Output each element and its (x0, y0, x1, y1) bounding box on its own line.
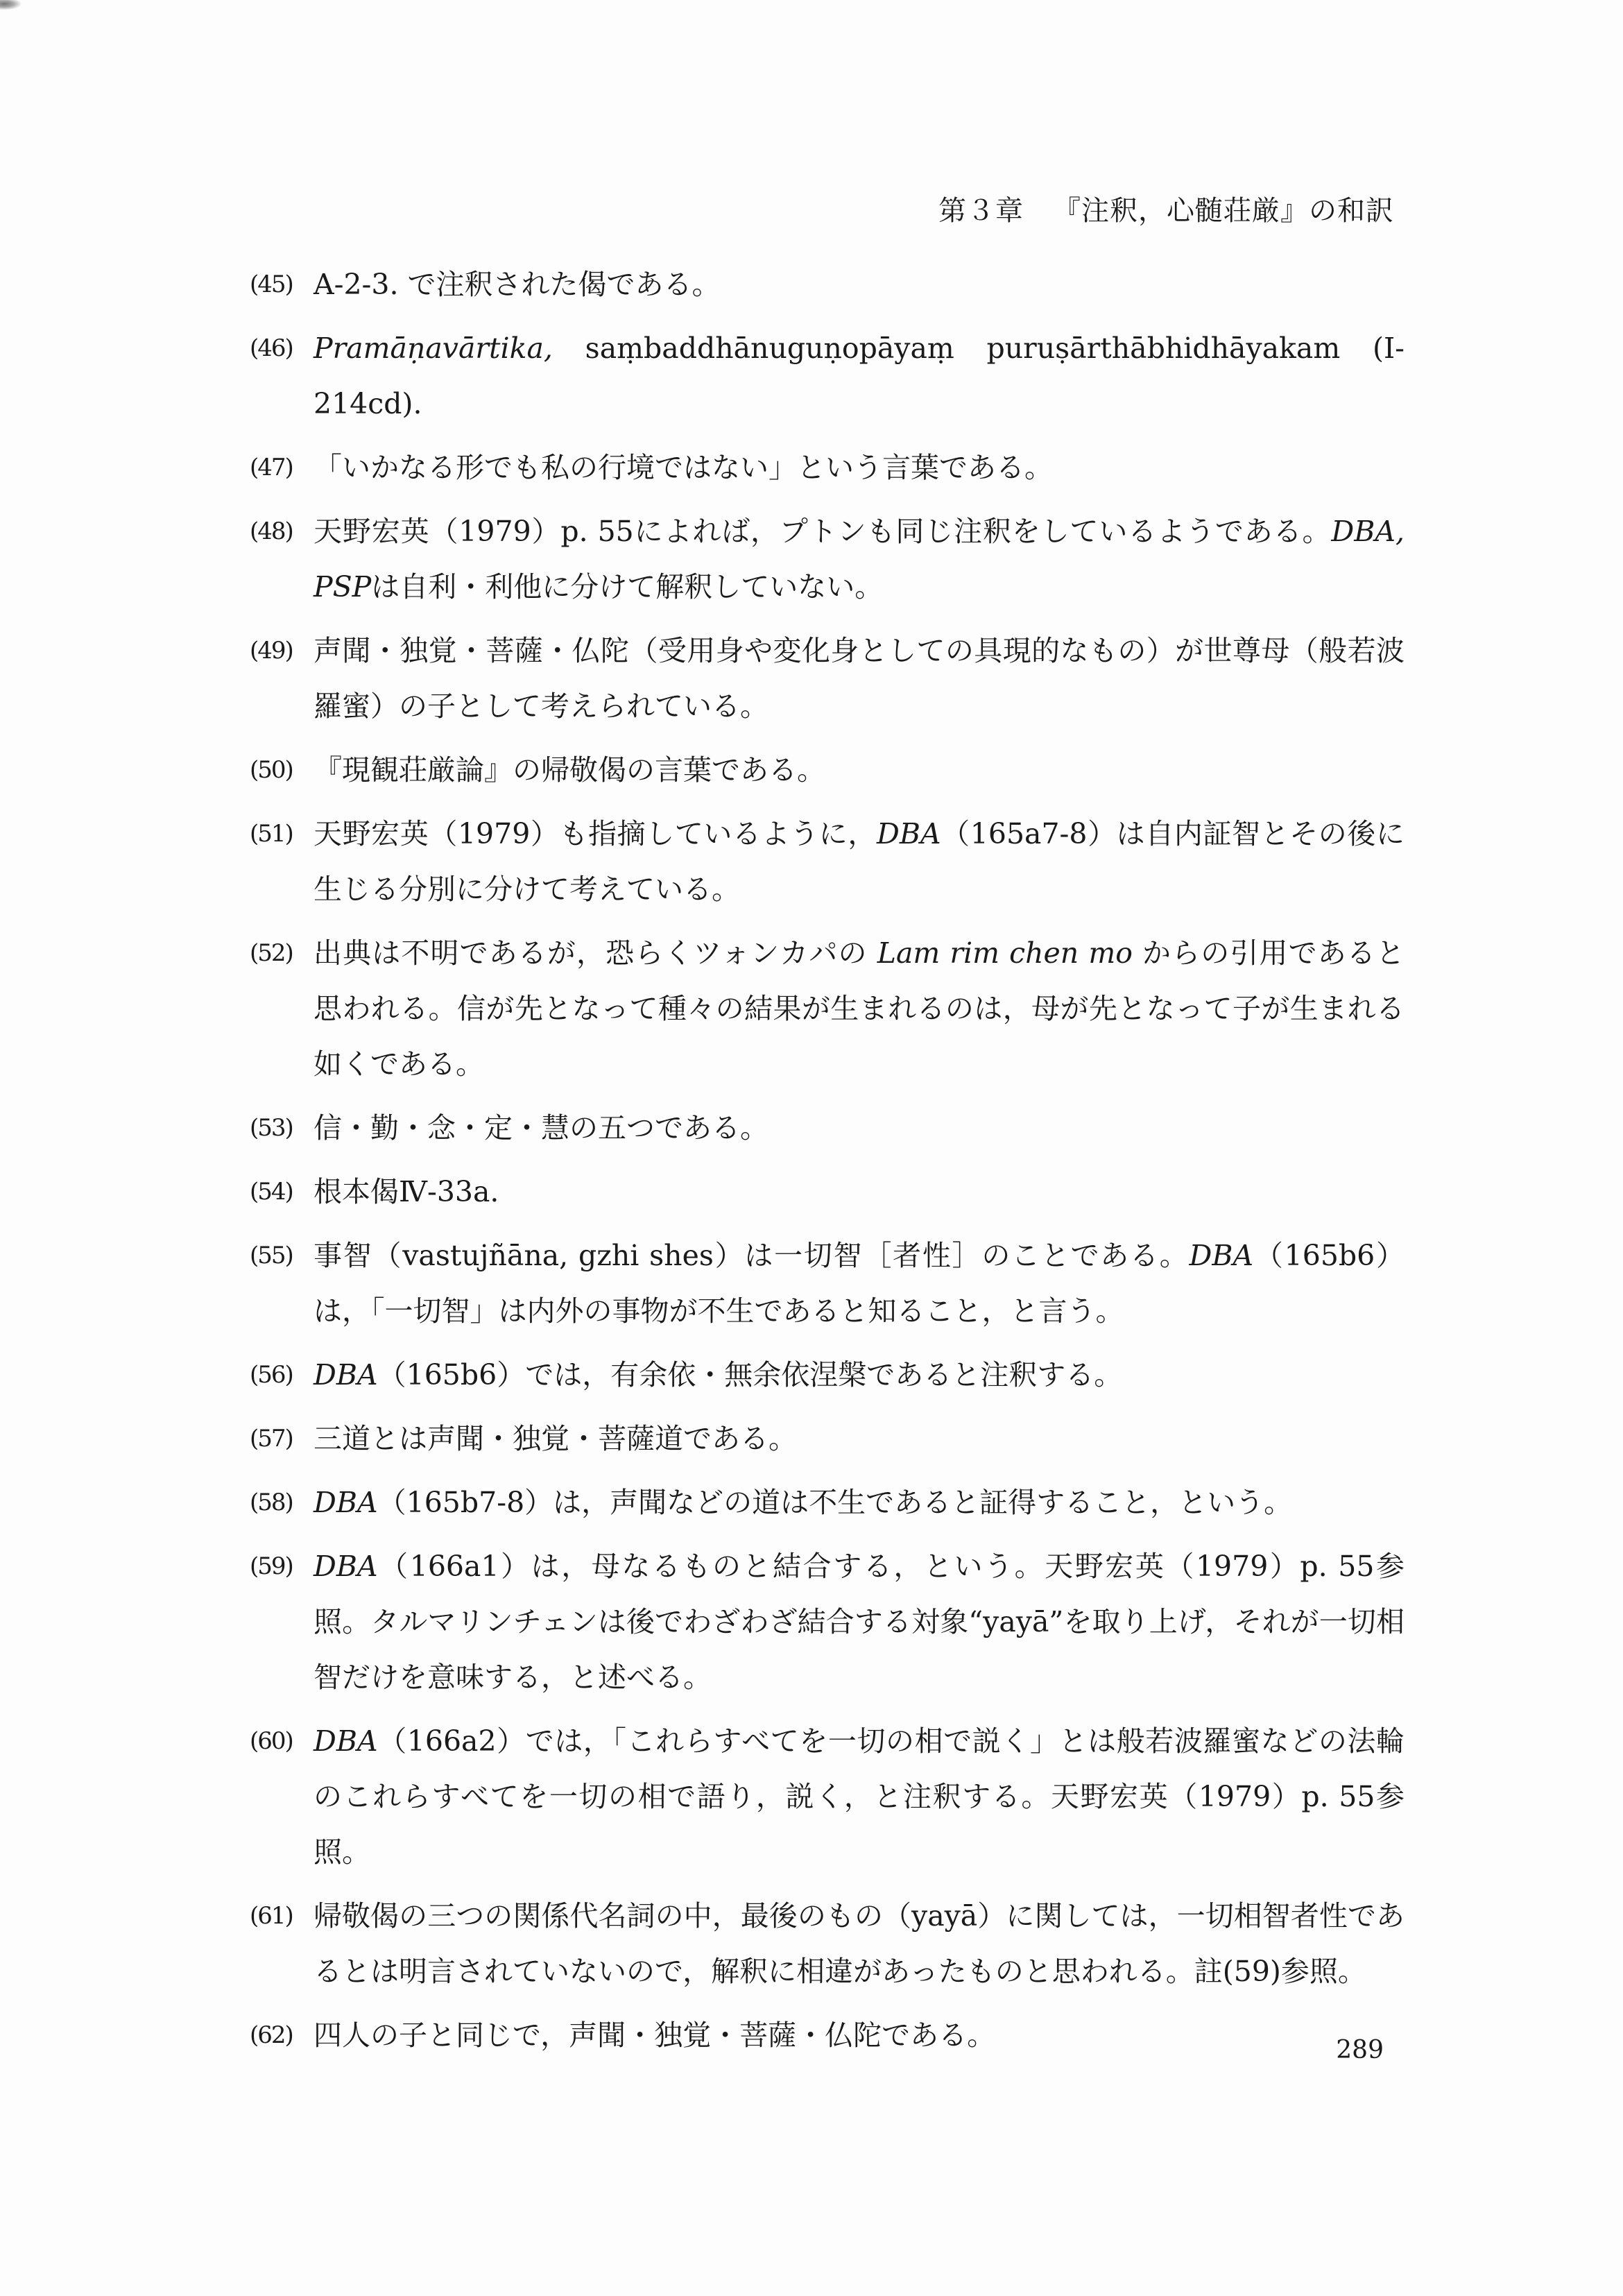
endnote-italic-text: DBA (314, 1550, 378, 1583)
endnote-italic-text: Lam rim chen mo (877, 936, 1133, 970)
endnote-number: (60) (250, 1727, 293, 1755)
endnote (250, 504, 1405, 615)
endnote-text: 根本偈Ⅳ-33a. (314, 1175, 499, 1208)
endnote-number: (47) (250, 454, 293, 481)
endnote-number: (61) (250, 1902, 293, 1930)
endnote (250, 2007, 1405, 2063)
endnote-text: 三道とは声聞・独覚・菩薩道である。 (314, 1422, 797, 1455)
endnote-number: (58) (250, 1489, 293, 1516)
endnote (250, 1228, 1405, 1339)
page-number: 289 (1336, 2036, 1384, 2064)
endnote-number: (57) (250, 1425, 293, 1453)
endnote-number: (50) (250, 756, 293, 784)
endnote-italic-text: DBA (314, 1724, 378, 1758)
endnote (250, 925, 1405, 1092)
endnote (250, 1411, 1405, 1466)
endnote-text: 信・勤・念・定・慧の五つである。 (314, 1111, 768, 1145)
endnote-number: (53) (250, 1114, 293, 1142)
endnote-number: (59) (250, 1552, 293, 1580)
endnote-number: (45) (250, 271, 293, 298)
endnote-text: （165b6）では，有余依・無余依涅槃であると注釈する。 (377, 1358, 1123, 1391)
endnote (250, 1100, 1405, 1156)
endnote-number: (52) (250, 939, 293, 967)
endnote-number: (62) (250, 2021, 293, 2049)
endnote-number: (56) (250, 1361, 293, 1389)
endnotes-list (250, 257, 1405, 2071)
endnote (250, 1713, 1405, 1880)
endnote (250, 1347, 1405, 1403)
endnote-italic-text: DBA (876, 817, 941, 850)
endnote-text: A-2-3. で注釈された偈である。 (314, 268, 721, 301)
endnote-text: 声聞・独覚・菩薩・仏陀（受用身や変化身としての具現的なもの）が世尊母（般若波羅蜜）の子として考えられている。 (314, 634, 1405, 723)
endnote-italic-text: DBA (314, 1486, 378, 1519)
endnote-text: （165b6）は，「一切智」は内外の事物が不生であると知ること，と言う。 (314, 1239, 1405, 1328)
endnote (250, 1539, 1405, 1705)
chapter-number: 第３章 (938, 195, 1024, 227)
endnote-text: からの引用であると思われる。信が先となって種々の結果が生まれるのは，母が先となって子が生まれる如くである。 (314, 936, 1405, 1081)
endnote-number: (48) (250, 517, 293, 545)
endnote (250, 623, 1405, 734)
endnote-text: 「いかなる形でも私の行境ではない」という言葉である。 (314, 451, 1053, 484)
endnote (250, 440, 1405, 495)
chapter-title: 『注釈，心髄荘厳』の和訳 (1053, 195, 1394, 227)
endnote (250, 320, 1405, 431)
endnote-number: (55) (250, 1242, 293, 1269)
endnote-text: 『現観荘厳論』の帰敬偈の言葉である。 (314, 753, 825, 787)
endnote-text: （165a7-8）は自内証智とその後に生じる分別に分けて考えている。 (314, 817, 1405, 906)
endnote-text: （166a1）は，母なるものと結合する，という。天野宏英（1979）p. 55参照。タルマリンチェンは後でわざわざ結合する対象“yayā”を取り上げ，それが一切相智だけを意味する，と述べる。 (314, 1550, 1405, 1694)
endnote (250, 742, 1405, 798)
endnote-italic-text: Pramāṇavārtika, (314, 332, 553, 365)
running-header (938, 189, 1394, 228)
endnote-number: (49) (250, 637, 293, 665)
endnote (250, 1475, 1405, 1530)
endnote-number: (54) (250, 1178, 293, 1206)
endnote (250, 257, 1405, 312)
endnote-text: （166a2）では，「これらすべてを一切の相で説く」とは般若波羅蜜などの法輪のこれらすべてを一切の相で語り，説く，と注釈する。天野宏英（1979）p. 55参照。 (314, 1724, 1405, 1869)
endnote-text: 四人の子と同じで，声聞・独覚・菩薩・仏陀である。 (314, 2019, 996, 2052)
endnote-text: 天野宏英（1979）も指摘しているように， (314, 817, 877, 850)
endnote (250, 806, 1405, 917)
endnote-italic-text: DBA (1189, 1239, 1254, 1272)
endnote-italic-text: DBA (314, 1358, 378, 1391)
endnote-text: は自利・利他に分けて解釈していない。 (371, 570, 884, 603)
endnote-text: （165b7-8）は，声聞などの道は不生であると証得すること，という。 (377, 1486, 1293, 1519)
endnote-text: saṃbaddhānuguṇopāyaṃ puruṣārthābhidhāyakam (I-214cd). (314, 332, 1405, 420)
endnote-text: 出典は不明であるが，恐らくツォンカパの (314, 936, 877, 970)
endnote (250, 1888, 1405, 1999)
endnote-number: (46) (250, 334, 293, 362)
endnote-italic-text: DBA, PSP (314, 515, 1405, 603)
endnote-text: 天野宏英（1979）p. 55によれば，プトンも同じ注釈をしているようである。 (314, 515, 1332, 548)
endnote-text: 事智（vastujñāna, gzhi shes）は一切智［者性］のことである。 (314, 1239, 1190, 1272)
scan-speck (0, 0, 21, 10)
endnote-text: 帰敬偈の三つの関係代名詞の中，最後のもの（yayā）に関しては，一切相智者性であるとは明言されていないので，解釈に相違があったものと思われる。註(59)参照。 (314, 1899, 1405, 1988)
endnote (250, 1164, 1405, 1219)
endnote-number: (51) (250, 820, 293, 848)
